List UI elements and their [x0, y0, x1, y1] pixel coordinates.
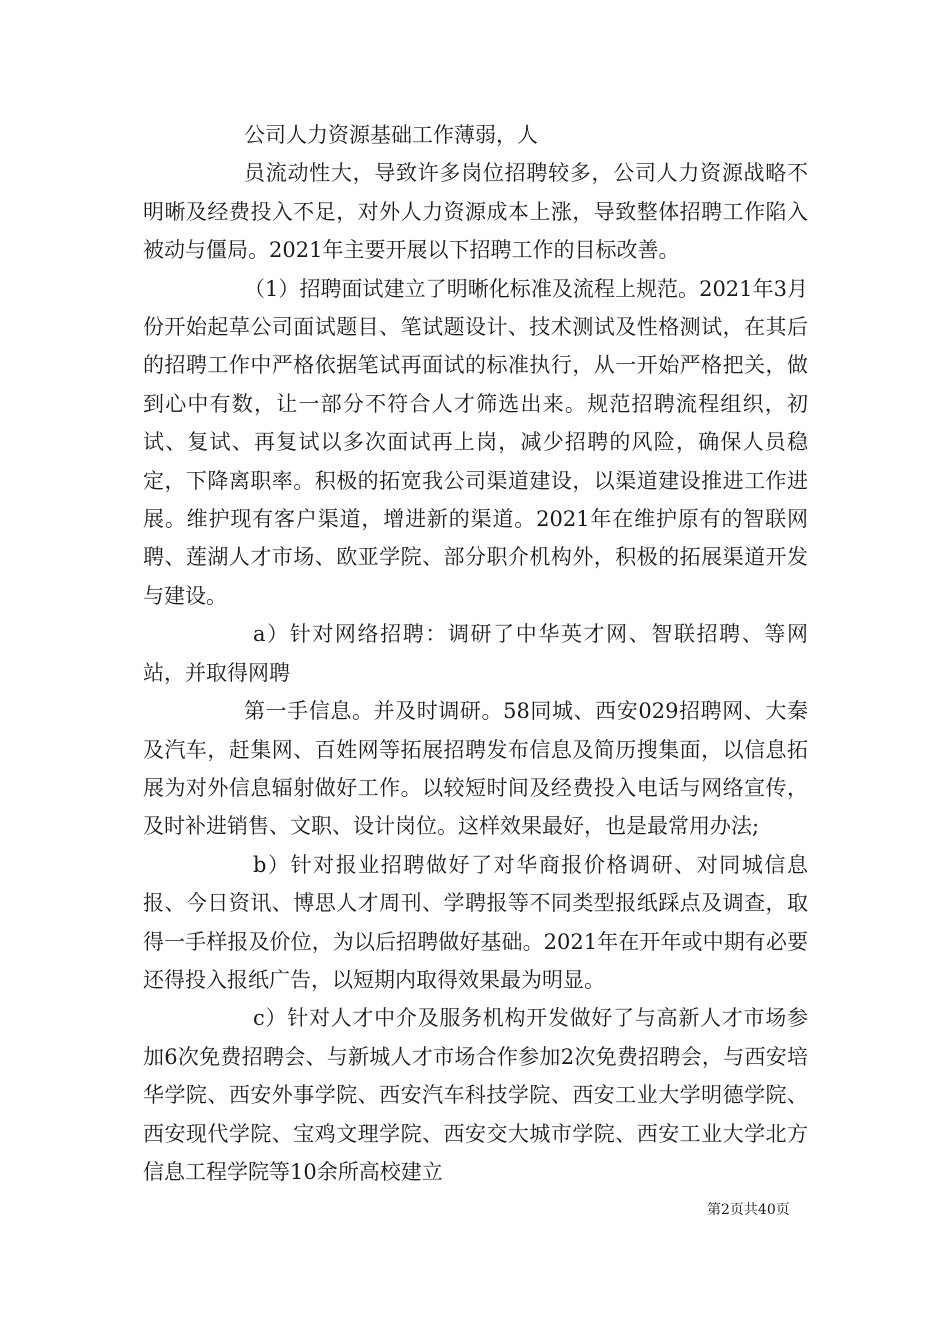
paragraph-intro-heading: 公司人力资源基础工作薄弱，人	[244, 123, 538, 147]
paragraph-item-1: （1）招聘面试建立了明晰化标准及流程上规范。2021年3月份开始起草公司面试题目、笔试题设计、技术测试及性格测试，在其后的招聘工作中严格依据笔试再面试的标准执行，从一开始严格把关，做到心中有数，让一部分不符合人才筛选出来。规范招聘流程组织，初试、复试、再复试以多次面试再上岗，减少招聘的风险，确保人员稳定，下降离职率。积极的拓宽我公司渠道建设，以渠道建设推进工作进展。维护现有客户渠道，增进新的渠道。2021年在维护原有的智联网聘、莲湖人才市场、欧亚学院、部分职介机构外，积极的拓展渠道开发与建设。	[143, 276, 808, 608]
paragraph-item-a-continued: 第一手信息。并及时调研。58同城、西安029招聘网、大秦及汽车，赶集网、百姓网等拓展招聘发布信息及简历搜集面，以信息拓展为对外信息辐射做好工作。以较短时间及经费投入电话与网络宣传，及时补进销售、文职、设计岗位。这样效果最好，也是最常用办法;	[143, 699, 808, 839]
page-number: 第2页共40页	[707, 1202, 790, 1218]
paragraph-item-a: a）针对网络招聘：调研了中华英才网、智联招聘、等网站，并取得网聘	[143, 622, 808, 685]
paragraph-intro: 员流动性大，导致许多岗位招聘较多，公司人力资源战略不明晰及经费投入不足，对外人力资源成本上涨，导致整体招聘工作陷入被动与僵局。2021年主要开展以下招聘工作的目标改善。	[143, 161, 808, 263]
paragraph-item-c: c）针对人才中介及服务机构开发做好了与高新人才市场参加6次免费招聘会、与新城人才市场合作参加2次免费招聘会，与西安培华学院、西安外事学院、西安汽车科技学院、西安工业大学明德学院、西安现代学院、宝鸡文理学院、西安交大城市学院、西安工业大学北方信息工程学院等10余所高校建立	[143, 1006, 808, 1184]
document-body	[143, 116, 808, 1191]
paragraph-item-b: b）针对报业招聘做好了对华商报价格调研、对同城信息报、今日资讯、博思人才周刊、学聘报等不同类型报纸踩点及调查，取得一手样报及价位，为以后招聘做好基础。2021年在开年或中期有必要还得投入报纸广告，以短期内取得效果最为明显。	[143, 852, 808, 992]
